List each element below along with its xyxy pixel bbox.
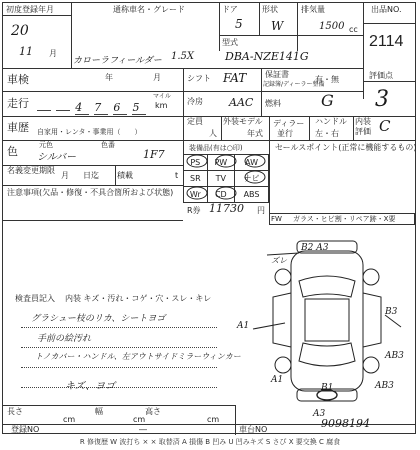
inspector-note-3: トノカバー・ハンドル、左アウトサイドミラーウィンカー [35, 352, 241, 361]
height-unit: cm [207, 415, 220, 424]
equip-navi: ナビ [235, 171, 269, 187]
width-unit: cm [133, 415, 146, 424]
warranty-sub: 記録簿/ディーラー整備 [263, 81, 325, 88]
registration-day-label: 日迄 [83, 171, 99, 180]
equip-pw: PW [207, 155, 234, 171]
first-registration-month: 11 [19, 45, 33, 58]
recycle-ticket-value: 11730 [209, 202, 244, 215]
inspector-label: 検査員記入 [15, 294, 55, 303]
original-color-value: シルバー [37, 152, 77, 163]
loading-unit: t [175, 171, 179, 180]
mark-bottom-center: B1 [321, 383, 334, 393]
interior-score-label: 内装 [355, 117, 371, 126]
mark-bottom-right: AB3 [375, 381, 394, 391]
fw-glass-label: ガラス・ヒビ割・リペア跡・X要 [293, 215, 396, 223]
mileage-digit [37, 110, 51, 111]
door-label: ドア [222, 5, 238, 14]
height-label: 高さ [145, 407, 161, 416]
rear-left-wheel [275, 357, 291, 373]
mark-top: B2 A3 [301, 243, 329, 253]
car-name-grade-label: 通称車名・グレード [113, 5, 185, 14]
inspector-note-2: 手前の絵汚れ [37, 334, 92, 344]
displacement-label: 排気量 [301, 5, 325, 14]
registration-month-label: 月 [61, 171, 69, 180]
mileage-digits [37, 96, 146, 115]
mileage-digit: 5 [132, 101, 146, 115]
length-unit: cm [63, 415, 76, 424]
original-color-label: 元色 [39, 141, 53, 149]
registration-number-label: 登録NO [11, 425, 40, 434]
sales-point-label: セールスポイント(正常に機能するもの) [275, 143, 417, 152]
registration-change-label: 名義変更期限 [7, 166, 55, 175]
mark-right-mid: AB3 [385, 351, 404, 361]
interior-score-value: C [379, 117, 391, 135]
mileage-digit [56, 110, 70, 111]
fuel-value: G [321, 91, 334, 110]
history-options: 自家用・レンタ・事業用（ ） [37, 128, 142, 136]
legend-footer: R 修復歴 W 波打ち × × 取替済 A 損傷 B 凹み U 凹みキズ S さび X 要交換 C 腐食 [79, 438, 341, 446]
displacement-unit: cc [349, 25, 358, 34]
equip-cd: CD [207, 187, 234, 203]
handle-options: 左・右 [315, 129, 339, 138]
recycle-ticket-label: R券 [187, 206, 201, 215]
capacity-label: 定員 [187, 117, 203, 126]
equipment-circles [183, 154, 269, 202]
score-value: 3 [375, 87, 389, 112]
shape-value: W [271, 19, 284, 33]
model-type-value: DBA-NZE141G [225, 50, 309, 63]
rear-right-wheel [363, 357, 379, 373]
windshield [299, 276, 355, 297]
mark-bottom: A3 [313, 409, 326, 419]
equip-tv: TV [207, 171, 234, 187]
inspector-note-5: キズ、ヨゴ [65, 381, 116, 392]
history-label: 車歴 [7, 121, 29, 134]
capacity-unit: 人 [209, 129, 217, 138]
width-label: 幅 [95, 407, 103, 416]
shift-label: シフト [187, 74, 211, 83]
mark-upper-left: ズレ [271, 256, 287, 265]
mark-right-side: B3 [385, 307, 398, 317]
exterior-model-label: 外装モデル [223, 117, 263, 126]
equip-abs: ABS [235, 187, 269, 203]
warranty-label: 保証書 [265, 70, 289, 79]
chassis-number-label: 車台NO [239, 425, 268, 434]
exterior-model-year: 年式 [247, 129, 263, 138]
ac-value: AAC [229, 96, 254, 109]
color-number-label: 色番 [101, 141, 115, 149]
model-type-label: 型式 [222, 38, 238, 47]
equip-wr: Wr [184, 187, 208, 203]
registration-number-dash: ― [139, 425, 147, 434]
color-label: 色 [7, 145, 18, 158]
ac-label: 冷房 [187, 97, 203, 106]
score-label: 評価点 [369, 71, 393, 80]
front-right-wheel [363, 269, 379, 285]
roof [305, 299, 349, 341]
mileage-label: 走行 [7, 97, 29, 110]
car-body-outline [291, 251, 363, 391]
chassis-number-value: 9098194 [321, 417, 370, 430]
lot-number-label: 出品NO. [371, 5, 402, 14]
car-name-value: カローラフィールダー [73, 56, 162, 66]
equip-sr: SR [184, 171, 208, 187]
dealer-label: ディラー [273, 119, 305, 128]
equipment-label: 装備品(有は○印) [189, 144, 243, 152]
length-label: 長さ [7, 407, 23, 416]
right-side [363, 293, 381, 347]
warranty-options: 有・無 [315, 75, 339, 84]
fw-label: FW [271, 215, 282, 223]
fuel-label: 燃料 [265, 99, 281, 108]
mileage-unit-km: km [155, 101, 168, 110]
door-value: 5 [235, 17, 243, 31]
month-suffix: 月 [49, 49, 57, 58]
notes-label: 注意事項(欠品・修復・不具合箇所および状態) [7, 188, 174, 197]
mileage-unit-mile: マイル [153, 93, 171, 100]
equip-aw: AW [235, 155, 269, 171]
displacement-value: 1500 [319, 21, 345, 32]
grade-value: 1.5X [171, 51, 195, 62]
shaken-year-label: 年 [105, 73, 113, 82]
color-number-value: 1F7 [143, 148, 165, 161]
auction-sheet [2, 2, 416, 434]
mark-left-side: A1 [237, 321, 250, 331]
shaken-label: 車検 [7, 73, 29, 86]
mileage-digit: 4 [75, 101, 89, 115]
lot-number-value: 2114 [369, 33, 404, 50]
recycle-ticket-unit: 円 [257, 206, 265, 215]
equip-ps: PS [184, 155, 208, 171]
rear-window [299, 343, 355, 366]
interior-score-sub: 評価 [355, 127, 371, 136]
front-left-wheel [275, 269, 291, 285]
left-side [273, 293, 291, 347]
mark-bottom-left: A1 [271, 375, 284, 385]
dealer-parallel: 並行 [277, 129, 293, 138]
inspector-options: 内装 キズ・汚れ・コゲ・穴・スレ・キレ [65, 294, 212, 303]
mileage-digit: 6 [113, 101, 127, 115]
shape-label: 形状 [262, 5, 278, 14]
first-registration-label: 初度登録年月 [6, 5, 54, 14]
handle-label: ハンドル [315, 117, 347, 126]
loading-label: 積載 [117, 171, 133, 180]
pointer-a1-left [253, 323, 285, 329]
inspector-note-1: グラシュー枝のリカ、シートヨゴ [31, 314, 166, 324]
shaken-month-label: 月 [153, 73, 161, 82]
shift-value: FAT [223, 71, 247, 85]
first-registration-year: 20 [11, 23, 29, 39]
mileage-digit: 7 [94, 101, 108, 115]
